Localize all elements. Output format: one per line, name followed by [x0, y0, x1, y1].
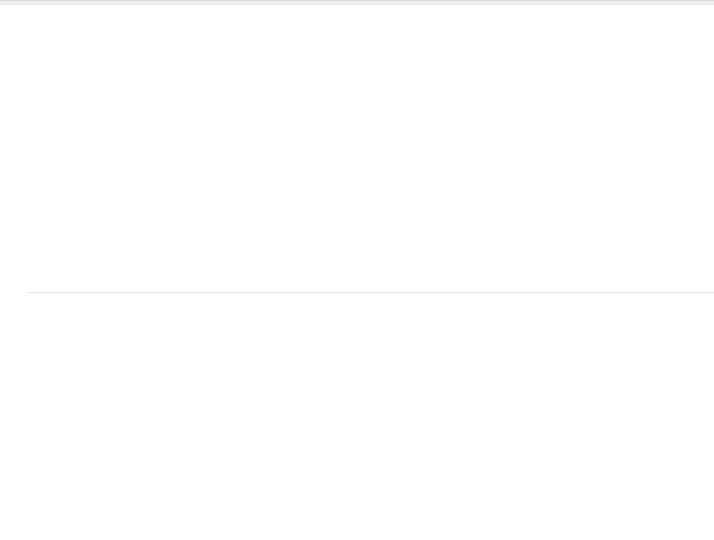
row-section-divider	[28, 292, 714, 293]
cards-grid	[30, 5, 708, 540]
